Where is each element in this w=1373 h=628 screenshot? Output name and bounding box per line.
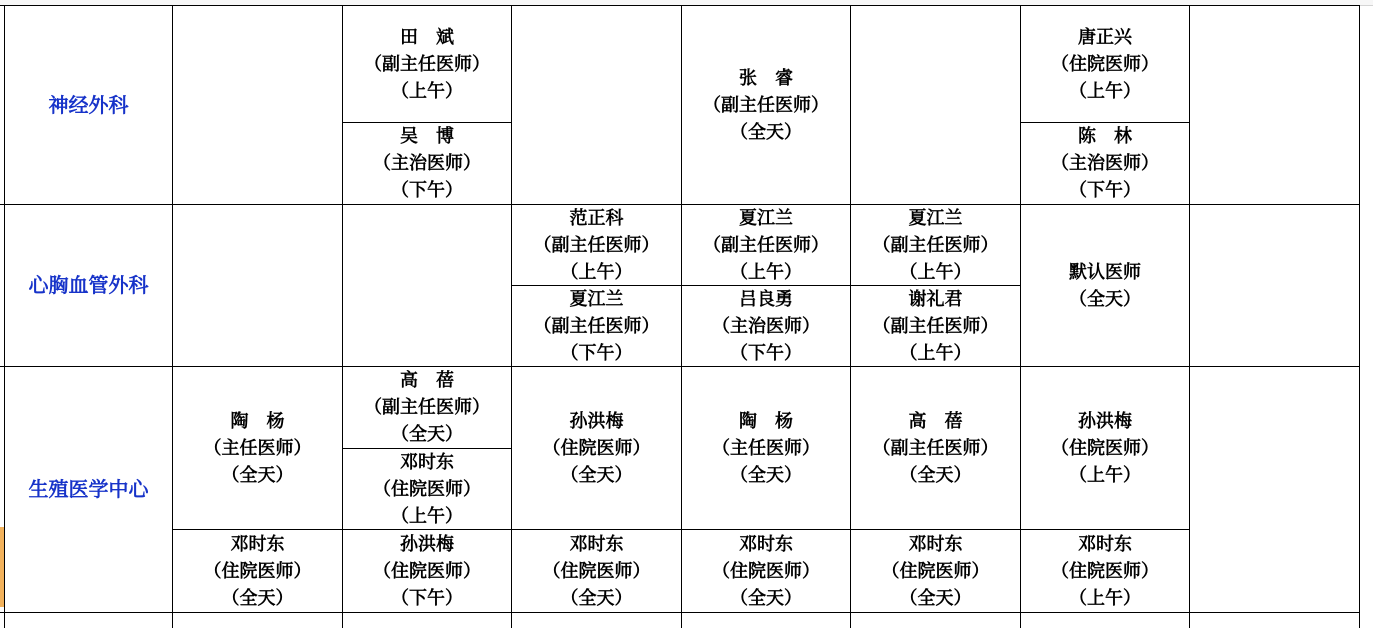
- doctor-name: 默认医师: [1069, 261, 1141, 283]
- shift-time: （下午）: [391, 587, 463, 609]
- shift-time: （上午）: [560, 261, 633, 283]
- grid-line: [0, 612, 1360, 613]
- schedule-cell[interactable]: [851, 367, 1020, 529]
- schedule-cell[interactable]: [851, 205, 1020, 285]
- doctor-title: （副主任医师）: [703, 94, 829, 116]
- shift-time: （下午）: [391, 180, 463, 201]
- doctor-name: 张 睿: [739, 67, 793, 89]
- schedule-cell[interactable]: [343, 530, 511, 612]
- shift-time: （全天）: [221, 587, 294, 609]
- doctor-name: 邓时东: [739, 533, 793, 555]
- schedule-cell[interactable]: [1021, 367, 1189, 529]
- doctor-name: 夏江兰: [739, 207, 793, 229]
- grid-line: [1359, 5, 1360, 628]
- doctor-title: （住院医师）: [1051, 560, 1159, 582]
- doctor-title: （副主任医师）: [533, 315, 660, 337]
- schedule-cell[interactable]: [512, 286, 681, 366]
- schedule-cell[interactable]: [173, 530, 342, 612]
- schedule-cell[interactable]: [682, 530, 850, 612]
- schedule-cell[interactable]: [682, 286, 850, 366]
- shift-time: （全天）: [221, 464, 294, 486]
- shift-time: （上午）: [1069, 464, 1141, 486]
- dept-label-reproductive: [5, 367, 172, 612]
- doctor-title: （副主任医师）: [364, 54, 490, 75]
- schedule-cell[interactable]: [343, 24, 511, 122]
- doctor-name: 夏江兰: [569, 288, 624, 310]
- schedule-cell[interactable]: [1021, 205, 1189, 366]
- shift-time: （全天）: [1069, 288, 1141, 310]
- doctor-title: （住院医师）: [1051, 54, 1159, 75]
- doctor-title: （主治医师）: [1051, 153, 1159, 174]
- shift-time: （上午）: [391, 505, 463, 527]
- doctor-name: 陶 杨: [230, 410, 285, 432]
- shift-time: （下午）: [560, 342, 633, 364]
- doctor-name: 谢礼君: [908, 288, 963, 310]
- doctor-title: （住院医师）: [542, 560, 651, 582]
- doctor-name: 孙洪梅: [400, 533, 454, 555]
- doctor-title: （住院医师）: [373, 478, 481, 500]
- doctor-name: 高 蓓: [908, 410, 963, 432]
- shift-time: （下午）: [730, 342, 802, 364]
- doctor-title: （主任医师）: [712, 437, 820, 459]
- shift-time: （全天）: [899, 464, 972, 486]
- schedule-cell[interactable]: [343, 367, 511, 448]
- schedule-cell[interactable]: [682, 205, 850, 285]
- doctor-title: （副主任医师）: [364, 397, 490, 418]
- doctor-name: 孙洪梅: [569, 410, 624, 432]
- shift-time: （上午）: [899, 261, 972, 283]
- shift-time: （全天）: [730, 587, 802, 609]
- schedule-cell[interactable]: [682, 367, 850, 529]
- doctor-title: （住院医师）: [373, 560, 481, 582]
- schedule-cell[interactable]: [1021, 123, 1189, 204]
- doctor-title: （主治医师）: [373, 153, 481, 174]
- schedule-cell[interactable]: [512, 205, 681, 285]
- doctor-name: 邓时东: [1078, 533, 1132, 555]
- schedule-cell[interactable]: [173, 367, 342, 529]
- dept-name: 心胸血管外科: [28, 273, 149, 297]
- doctor-name: 邓时东: [400, 451, 454, 473]
- schedule-cell[interactable]: [1021, 530, 1189, 612]
- schedule-cell[interactable]: [512, 367, 681, 529]
- dept-label-cardiothoracic: [5, 205, 172, 366]
- doctor-title: （副主任医师）: [703, 234, 829, 256]
- doctor-name: 邓时东: [230, 533, 285, 555]
- doctor-name: 高 蓓: [400, 370, 454, 391]
- schedule-cell[interactable]: [851, 530, 1020, 612]
- doctor-title: （副主任医师）: [872, 437, 999, 459]
- dept-label-neurosurgery: [5, 6, 172, 204]
- doctor-name: 田 斌: [400, 27, 454, 48]
- schedule-cell[interactable]: [343, 449, 511, 529]
- shift-time: （上午）: [391, 81, 463, 102]
- doctor-name: 唐正兴: [1078, 27, 1132, 48]
- doctor-name: 孙洪梅: [1078, 410, 1132, 432]
- shift-time: （上午）: [1069, 587, 1141, 609]
- doctor-name: 范正科: [569, 207, 624, 229]
- shift-time: （全天）: [730, 121, 802, 143]
- shift-time: （全天）: [730, 464, 802, 486]
- shift-time: （上午）: [1069, 81, 1141, 102]
- shift-time: （上午）: [899, 342, 972, 364]
- shift-time: （全天）: [560, 587, 633, 609]
- grid-line: [1189, 5, 1190, 628]
- doctor-title: （住院医师）: [542, 437, 651, 459]
- grid-line: [0, 5, 1360, 6]
- schedule-cell[interactable]: [343, 123, 511, 204]
- doctor-title: （主任医师）: [203, 437, 312, 459]
- doctor-name: 邓时东: [908, 533, 963, 555]
- doctor-name: 吕良勇: [739, 288, 793, 310]
- schedule-cell[interactable]: [512, 530, 681, 612]
- doctor-name: 邓时东: [569, 533, 624, 555]
- schedule-cell[interactable]: [851, 286, 1020, 366]
- shift-time: （全天）: [560, 464, 633, 486]
- doctor-title: （主治医师）: [712, 315, 820, 337]
- doctor-title: （住院医师）: [1051, 437, 1159, 459]
- shift-time: （全天）: [899, 587, 972, 609]
- doctor-title: （副主任医师）: [533, 234, 660, 256]
- doctor-title: （住院医师）: [881, 560, 990, 582]
- doctor-title: （副主任医师）: [872, 234, 999, 256]
- doctor-title: （住院医师）: [712, 560, 820, 582]
- doctor-name: 陈 林: [1078, 126, 1132, 147]
- doctor-name: 夏江兰: [908, 207, 963, 229]
- doctor-name: 陶 杨: [739, 410, 793, 432]
- dept-name: 生殖医学中心: [28, 477, 149, 501]
- doctor-title: （住院医师）: [203, 560, 312, 582]
- shift-time: （上午）: [730, 261, 802, 283]
- schedule-cell[interactable]: [682, 6, 850, 204]
- schedule-cell[interactable]: [1021, 24, 1189, 122]
- doctor-name: 吴 博: [400, 126, 454, 147]
- shift-time: （下午）: [1069, 180, 1141, 201]
- doctor-title: （副主任医师）: [872, 315, 999, 337]
- dept-name: 神经外科: [48, 92, 129, 117]
- shift-time: （全天）: [391, 424, 463, 445]
